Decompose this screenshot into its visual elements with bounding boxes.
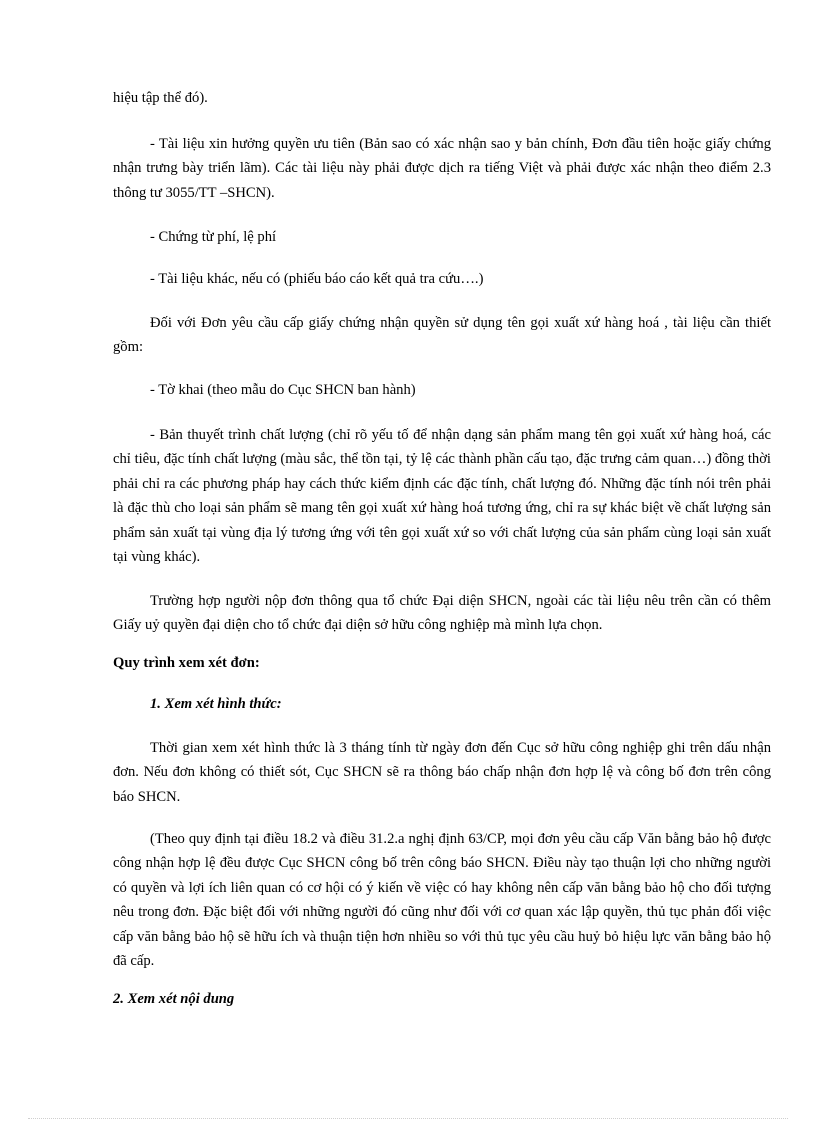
subheading-substantive-examination: 2. Xem xét nội dung: [113, 991, 235, 1007]
page-bottom-divider: [28, 1118, 788, 1119]
subheading-formal-examination: 1. Xem xét hình thức:: [150, 696, 282, 712]
paragraph-decree-reference: (Theo quy định tại điều 18.2 và điều 31.2.a nghị định 63/CP, mọi đơn yêu cầu cấp Văn bằng bảo hộ được công nhận hợp lệ đều được Cục SHCN công bố trên công báo SHCN. Điều này tạo thuận lợi cho những người có quyền và lợi ích liên quan có cơ hội có ý kiến về việc có hay không nên cấp văn bằng bảo hộ cho đối tượng nêu trong đơn. Đặc biệt đối với những người đó cũng như đối với cơ quan xác lập quyền, thủ tục phản đối việc cấp văn bằng bảo hộ sẽ hữu ích và thuận tiện hơn nhiều so với thủ tục yêu cầu huỷ bỏ hiệu lực văn bằng bảo hộ đã cấp.: [113, 831, 771, 970]
paragraph-fee-receipts: - Chứng từ phí, lệ phí: [150, 229, 277, 245]
paragraph-priority-documents: - Tài liệu xin hưởng quyền ưu tiên (Bản sao có xác nhận sao y bản chính, Đơn đầu tiên hoặc giấy chứng nhận trưng bày triển lãm). Các tài liệu này phải được dịch ra tiếng Việt và phải được xác nhận theo điểm 2.3 thông tư 3055/TT –SHCN).: [113, 136, 771, 201]
paragraph-other-documents: - Tài liệu khác, nếu có (phiếu báo cáo kết quả tra cứu….): [150, 271, 484, 287]
paragraph-continuation: hiệu tập thể đó).: [113, 90, 208, 106]
paragraph-representative: Trường hợp người nộp đơn thông qua tổ chức Đại diện SHCN, ngoài các tài liệu nêu trên cần có thêm Giấy uỷ quyền đại diện cho tổ chức đại diện sở hữu công nghiệp mà mình lựa chọn.: [113, 593, 771, 634]
paragraph-quality-description: - Bản thuyết trình chất lượng (chỉ rõ yếu tố để nhận dạng sản phẩm mang tên gọi xuất xứ hàng hoá, các chỉ tiêu, đặc tính chất lượng (màu sắc, thể tồn tại, tỷ lệ các thành phần cấu tạo, đặc trưng cảm quan…) đồng thời phải chỉ ra các phương pháp hay cách thức kiểm định các đặc tính, chất lượng đó. Những đặc tính nói trên phải là đặc thù cho loại sản phẩm sẽ mang tên gọi xuất xứ hàng hoá tương ứng, chỉ ra sự khác biệt về chất lượng sản phẩm sản xuất tại vùng địa lý tương ứng với tên gọi xuất xứ so với chất lượng của sản phẩm cùng loại sản xuất tại vùng khác).: [113, 427, 771, 566]
paragraph-formal-examination: Thời gian xem xét hình thức là 3 tháng tính từ ngày đơn đến Cục sở hữu công nghiệp ghi trên dấu nhận đơn. Nếu đơn không có thiết sót, Cục SHCN sẽ ra thông báo chấp nhận đơn hợp lệ và công bố đơn trên công báo SHCN.: [113, 740, 771, 805]
section-heading-review-process: Quy trình xem xét đơn:: [113, 655, 260, 671]
paragraph-appellation-of-origin: Đối với Đơn yêu cầu cấp giấy chứng nhận quyền sử dụng tên gọi xuất xứ hàng hoá , tài liệu cần thiết gồm:: [113, 315, 771, 356]
paragraph-declaration-form: - Tờ khai (theo mẫu do Cục SHCN ban hành): [150, 382, 416, 398]
